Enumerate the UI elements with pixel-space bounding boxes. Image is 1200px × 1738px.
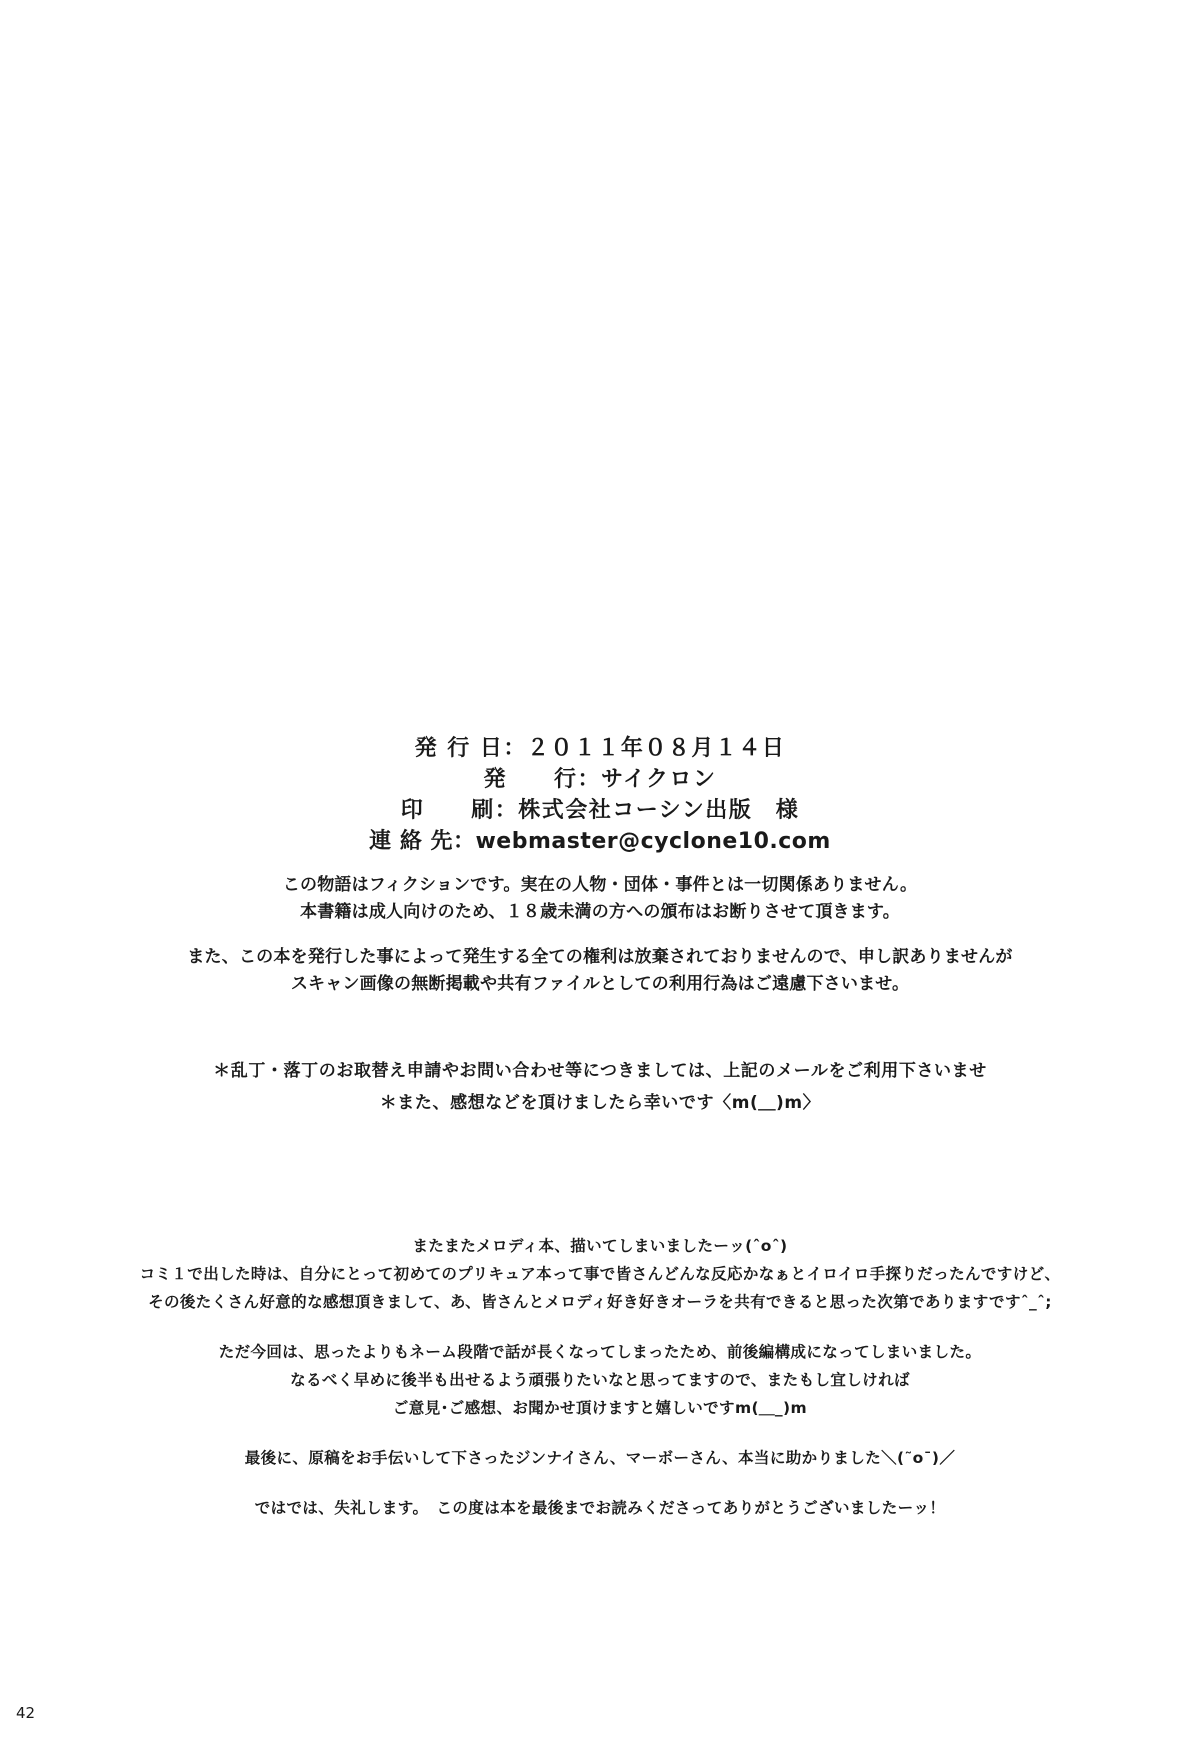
- page-number: 42: [16, 1704, 36, 1722]
- legal-notice-block: [0, 872, 1200, 998]
- notice-spacer: [0, 926, 1200, 944]
- afterword-paragraph-3: [0, 1444, 1200, 1472]
- notice-fiction-line-1: この物語はフィクションです。実在の人物・団体・事件とは一切関係ありません。: [282, 875, 918, 895]
- afterword-paragraph-2: [0, 1338, 1200, 1422]
- star-note-1: ＊乱丁・落丁のお取替え申請やお問い合わせ等につきましては、上記のメールをご利用下さいませ: [213, 1061, 987, 1081]
- afterword-paragraph-1: [0, 1232, 1200, 1316]
- afterword-p1-line-2: コミ１で出した時は、自分にとって初めてのプリキュア本って事で皆さんどんな反応かなぁとイロイロ手探りだったんですけど、: [139, 1265, 1061, 1283]
- afterword-p1-line-1: またまたメロディ本、描いてしまいましたーッ(ˆoˆ): [412, 1237, 788, 1255]
- star-note-2: ＊また、感想などを頂けましたら幸いです〈m(＿)m〉: [379, 1093, 821, 1113]
- afterword-p2-line-1: ただ今回は、思ったよりもネーム段階で話が長くなってしまったため、前後編構成になってしまいました。: [218, 1343, 982, 1361]
- afterword-p2-line-2: なるべく早めに後半も出せるよう頑張りたいなと思ってますので、またもし宜しければ: [290, 1371, 910, 1389]
- colophon-printer: 印 刷：株式会社コーシン出版 様: [400, 798, 800, 823]
- notice-fiction-line-2: 本書籍は成人向けのため、１８歳未満の方への頒布はお断りさせて頂きます。: [300, 902, 900, 922]
- notice-rights-line-2: スキャン画像の無断掲載や共有ファイルとしての利用行為はご遠慮下さいませ。: [290, 974, 910, 994]
- colophon-publish-date: 発 行 日：２０１１年０８月１４日: [414, 736, 786, 761]
- afterword-p1-line-3: その後たくさん好意的な感想頂きまして、あ、皆さんとメロディ好き好きオーラを共有できると思った次第でありますですˆ_ˆ;: [148, 1293, 1052, 1311]
- colophon-contact: 連 絡 先：webmaster@cyclone10.com: [369, 829, 831, 854]
- colophon-block: [0, 735, 1200, 859]
- afterword-block: [0, 1232, 1200, 1522]
- afterword-p4-line-1: ではでは、失礼します。 この度は本を最後までお読みくださってありがとうございましたーッ！: [254, 1499, 946, 1517]
- afterword-p3-line-1: 最後に、原稿をお手伝いして下さったジンナイさん、マーボーさん、本当に助かりました＼(˜oˉ)／: [244, 1449, 956, 1467]
- notice-rights-line-1: また、この本を発行した事によって発生する全ての権利は放棄されておりませんので、申し訳ありませんが: [187, 947, 1013, 967]
- afterword-p2-line-3: ご意見･ご感想、お聞かせ頂けますと嬉しいですm(＿_)m: [392, 1399, 808, 1417]
- colophon-publisher: 発 行：サイクロン: [483, 767, 717, 792]
- afterword-paragraph-4: [0, 1494, 1200, 1522]
- star-notes-block: [0, 1058, 1200, 1122]
